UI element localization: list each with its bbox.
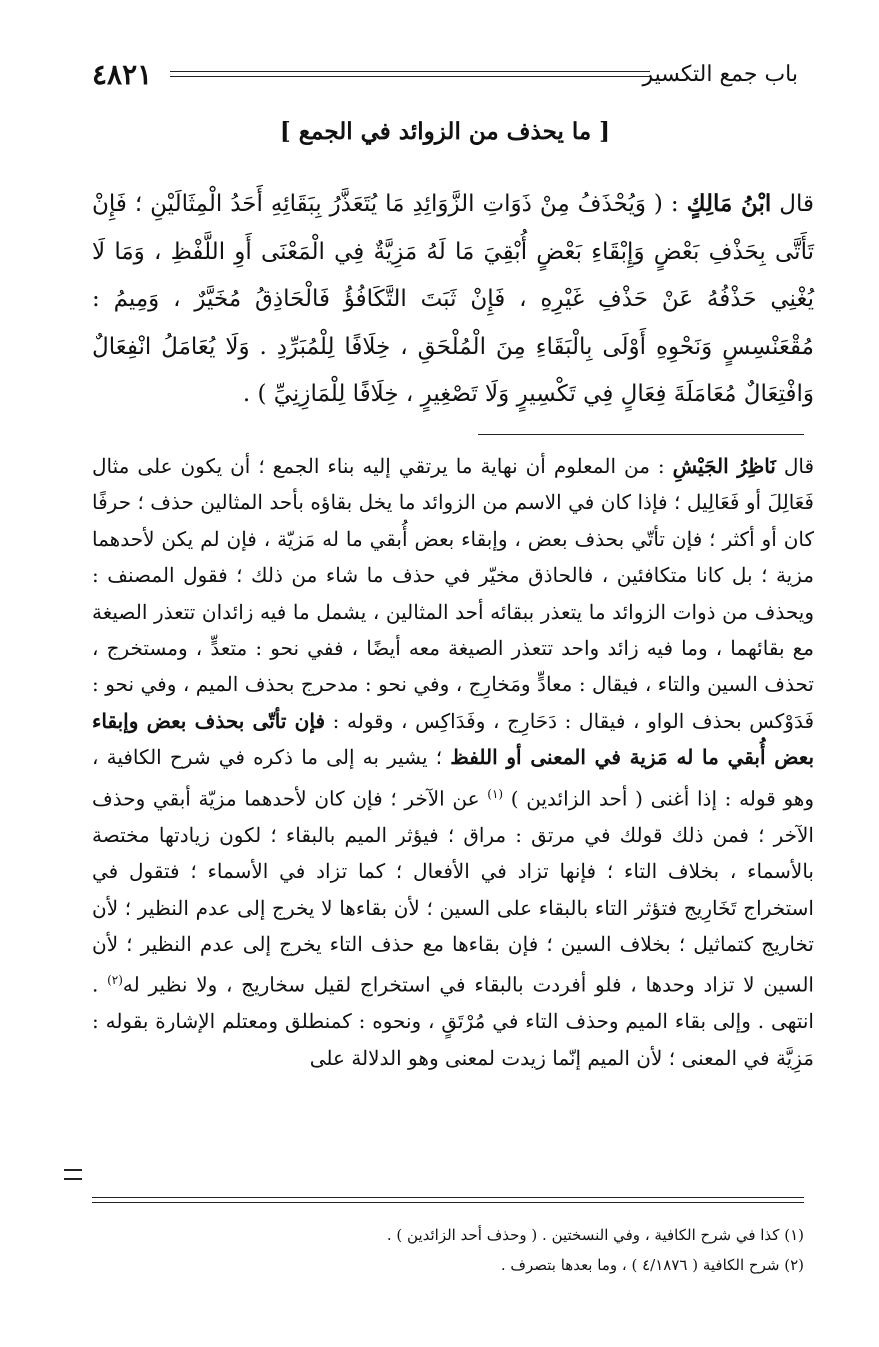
commentary-quote: فإن تأتّى بحذف بعض وإبقاء بعض أُبقي ما له مَزية في المعنى أو اللفظ [92, 708, 815, 770]
matn-body: : ( وَيُحْذَفُ مِنْ ذَوَاتِ الزَّوَائِدِ مَا يُتَعَذَّرُ بِبَقَائِهِ أَحَدُ الْمِثَالَيْنِ ؛ فَإِنْ تَأَتَّى بِحَذْفِ بَعْضٍ وَإِبْقَاءِ بَعْضٍ أُبْقِيَ مَا لَهُ مَزِيَّةٌ فِي الْمَعْنَى أَوِ اللَّفْظِ ، وَمَا لَا يُغْنِي حَذْفُهُ عَنْ حَذْفِ غَيْرِهِ ، فَإِنْ ثَبَتَ التَّكَافُؤُ فَالْحَاذِقُ مُخَيَّرٌ ، وَمِيمُ : مُقْعَنْسِسٍ وَنَحْوِهِ أَوْلَى بِالْبَقَاءِ مِنَ الْمُلْحَقِ ، خِلَافًا لِلْمُبَرِّدِ . وَلَا يُعَامَلُ انْفِعَالٌ وَافْتِعَالٌ مُعَامَلَةَ فِعَالٍ فِي تَكْسِيرٍ وَلَا تَصْغِيرٍ ، خِلَافًا لِلْمَازِنِيِّ ) . [92, 191, 814, 407]
commentary-intro: قال [783, 454, 815, 478]
page-number: ٤٨٢١ [92, 58, 153, 91]
separator-rule [478, 434, 804, 435]
page-header [92, 58, 798, 92]
footnote-2: (٢) شرح الكافية ( ٤/١٨٧٦ ) ، وما بعدها بتصرف . [500, 1256, 804, 1274]
section-title: [ ما يحذف من الزوائد في الجمع ] [279, 118, 611, 145]
commentary-part-1: : من المعلوم أن نهاية ما يرتقي إليه بناء الجمع ؛ أن يكون على مثال فَعَالِلَ أو فَعَالِيل ؛ فإذا كان في الاسم من الزوائد ما يخل بقاؤه بأحد المثالين حذف ؛ حرفًا كان أو أكثر ؛ فإن تأتّي بحذف بعض ، وإبقاء بعض أُبقي ما له مَزيّة ، فإن لم يكن لأحدهما مزية ؛ بل كانا متكافئين ، فالحاذق مخيّر في حذف ما شاء من ذلك ؛ فقول المصنف : ويحذف من ذوات الزوائد ما يتعذر ببقائه أحد المثالين ، يشمل ما فيه زائدان تتعذر الصيغة مع بقائهما ، وما فيه زائد واحد تتعذر الصيغة معه أيضًا ، ففي نحو : متعدٍّ ، ومستخرج ، تحذف السين والتاء ، فيقال : معادٍّ ومَخارِج ، وفي نحو : مدحرج بحذف الميم ، وفي نحو : فَدَوْكس بحذف الواو ، فيقال : دَحَارِج ، وفَدَاكِس ، وقوله : [92, 454, 815, 733]
matn-intro: قال [779, 191, 815, 217]
commentary-part-2: ؛ يشير به إلى ما ذكره في شرح الكافية ، وهو قوله : إذا أغنى ( أحد الزائدين ) [92, 745, 815, 811]
footnote-ref-2[interactable]: (٢) [107, 973, 123, 988]
commentary-text [92, 448, 814, 1076]
commentary-author: نَاظِرُ الجَيْشِ [672, 454, 776, 478]
matn-text [92, 180, 814, 419]
matn-author: ابْنُ مَالِكٍ [686, 190, 772, 217]
running-title: باب جمع التكسير [642, 62, 798, 87]
commentary-part-3: عن الآخر ؛ فإن كان لأحدهما مزيّة أبقي وحذف الآخر ؛ فمن ذلك قولك في مرتق : مراق ؛ فيؤثر الميم بالبقاء ؛ لكون زيادتها مختصة بالأسماء ، بخلاف التاء ؛ فإنها تزاد في الأفعال ؛ كما تزاد في الأسماء ؛ فتقول في استخراج تَخَارِيج فتؤثر التاء بالبقاء على السين ؛ لأن بقاءها لا يخرج إلى عدم النظير ؛ لأن تخاريج كتماثيل ؛ بخلاف السين ؛ فإن بقاءها مع حذف التاء يخرج إلى عدم النظير ؛ لأن السين لا تزاد وحدها ، فلو أفردت بالبقاء في استخراج لقيل سخاريج ، ولا نظير له [92, 786, 814, 997]
header-double-rule [170, 71, 650, 77]
footnotes [92, 1220, 804, 1280]
footnote-1: (١) كذا في شرح الكافية ، وفي النسختين . ( وحذف أحد الزائدين ) . [386, 1226, 804, 1244]
continuation-mark [64, 1169, 82, 1180]
footnote-ref-1[interactable]: (١) [487, 786, 504, 801]
commentary-part-4: . انتهى . وإلى بقاء الميم وحذف التاء في مُرْتَقٍ ، ونحوه : كمنطلق ومعتلم الإشارة بقوله : مَزِيَّة في المعنى ؛ لأن الميم إنّما زيدت لمعنى وهو الدلالة على [92, 973, 814, 1070]
footnote-separator [92, 1197, 804, 1203]
